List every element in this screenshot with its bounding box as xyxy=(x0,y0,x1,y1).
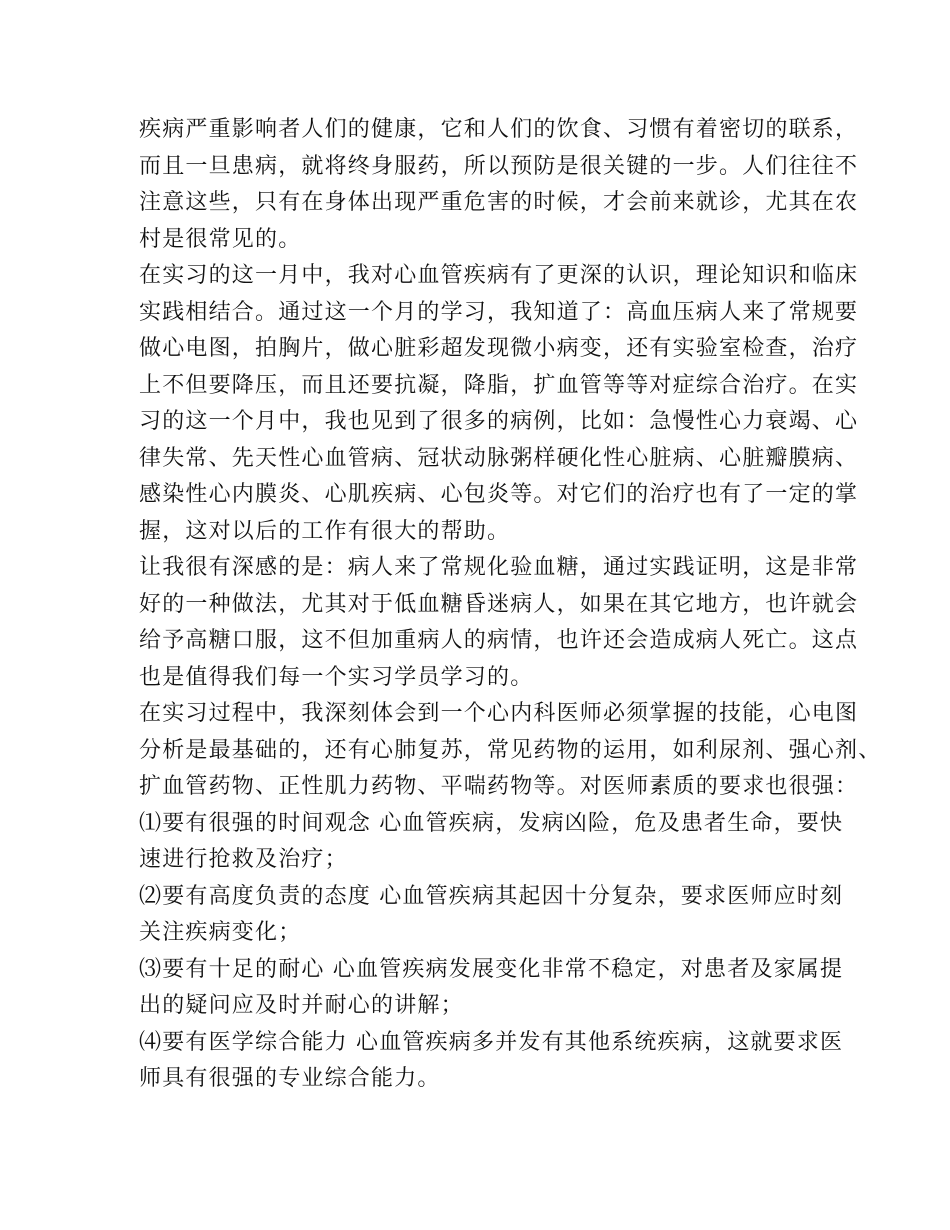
text-line: 注意这些，只有在身体出现严重危害的时候，才会前来就诊，尤其在农 xyxy=(139,190,859,215)
text-line: 村是很常见的。 xyxy=(139,226,302,252)
text-line: 出的疑问应及时并耐心的讲解； xyxy=(139,993,464,1018)
text-line: 实践相结合。通过这一个月的学习，我知道了：高血压病人来了常规要 xyxy=(139,299,859,325)
text-line: 扩血管药物、正性肌力药物、平喘药物等。对医师素质的要求也很强： xyxy=(139,774,859,799)
text-line: 律失常、先天性心血管病、冠状动脉粥样硬化性心脏病、心脏瓣膜病、 xyxy=(139,445,859,471)
text-line: 习的这一个月中，我也见到了很多的病例，比如：急慢性心力衰竭、心 xyxy=(139,409,859,434)
text-line: 给予高糖口服，这不但加重病人的病情，也许还会造成病人死亡。这点 xyxy=(139,628,859,653)
text-line: 好的一种做法，尤其对于低血糖昏迷病人，如果在其它地方，也许就会 xyxy=(139,591,859,617)
text-line: ⑴要有很强的时间观念 心血管疾病，发病凶险，危及患者生命，要快 xyxy=(139,810,844,836)
text-line: 师具有很强的专业综合能力。 xyxy=(139,1066,441,1091)
text-line: 疾病严重影响者人们的健康，它和人们的饮食、习惯有着密切的联系， xyxy=(139,117,859,142)
text-line: ⑶要有十足的耐心 心血管疾病发展变化非常不稳定，对患者及家属提 xyxy=(139,956,844,982)
text-line: 做心电图，拍胸片，做心脏彩超发现微小病变，还有实验室检查，治疗 xyxy=(139,336,859,361)
text-line: 在实习的这一月中，我对心血管疾病有了更深的认识，理论知识和临床 xyxy=(139,263,859,288)
text-line: 在实习过程中，我深刻体会到一个心内科医师必须掌握的技能，心电图 xyxy=(139,701,859,726)
text-line: 握，这对以后的工作有很大的帮助。 xyxy=(139,518,511,544)
text-line: 感染性心内膜炎、心肌疾病、心包炎等。对它们的治疗也有了一定的掌 xyxy=(139,482,859,507)
document-body xyxy=(139,112,882,1098)
text-line: 而且一旦患病，就将终身服药，所以预防是很关键的一步。人们往往不 xyxy=(139,153,859,179)
text-line: ⑵要有高度负责的态度 心血管疾病其起因十分复杂，要求医师应时刻 xyxy=(139,883,844,909)
text-line: 也是值得我们每一个实习学员学习的。 xyxy=(139,664,534,690)
text-line: 分析是最基础的，还有心肺复苏，常见药物的运用，如利尿剂、强心剂、 xyxy=(139,737,882,763)
text-line: ⑷要有医学综合能力 心血管疾病多并发有其他系统疾病，这就要求医 xyxy=(139,1029,844,1055)
text-line: 速进行抢救及治疗； xyxy=(139,847,348,872)
text-line: 关注疾病变化； xyxy=(139,920,302,945)
text-line: 上不但要降压，而且还要抗凝，降脂，扩血管等等对症综合治疗。在实 xyxy=(139,372,859,398)
text-line: 让我很有深感的是：病人来了常规化验血糖，通过实践证明，这是非常 xyxy=(139,555,859,580)
